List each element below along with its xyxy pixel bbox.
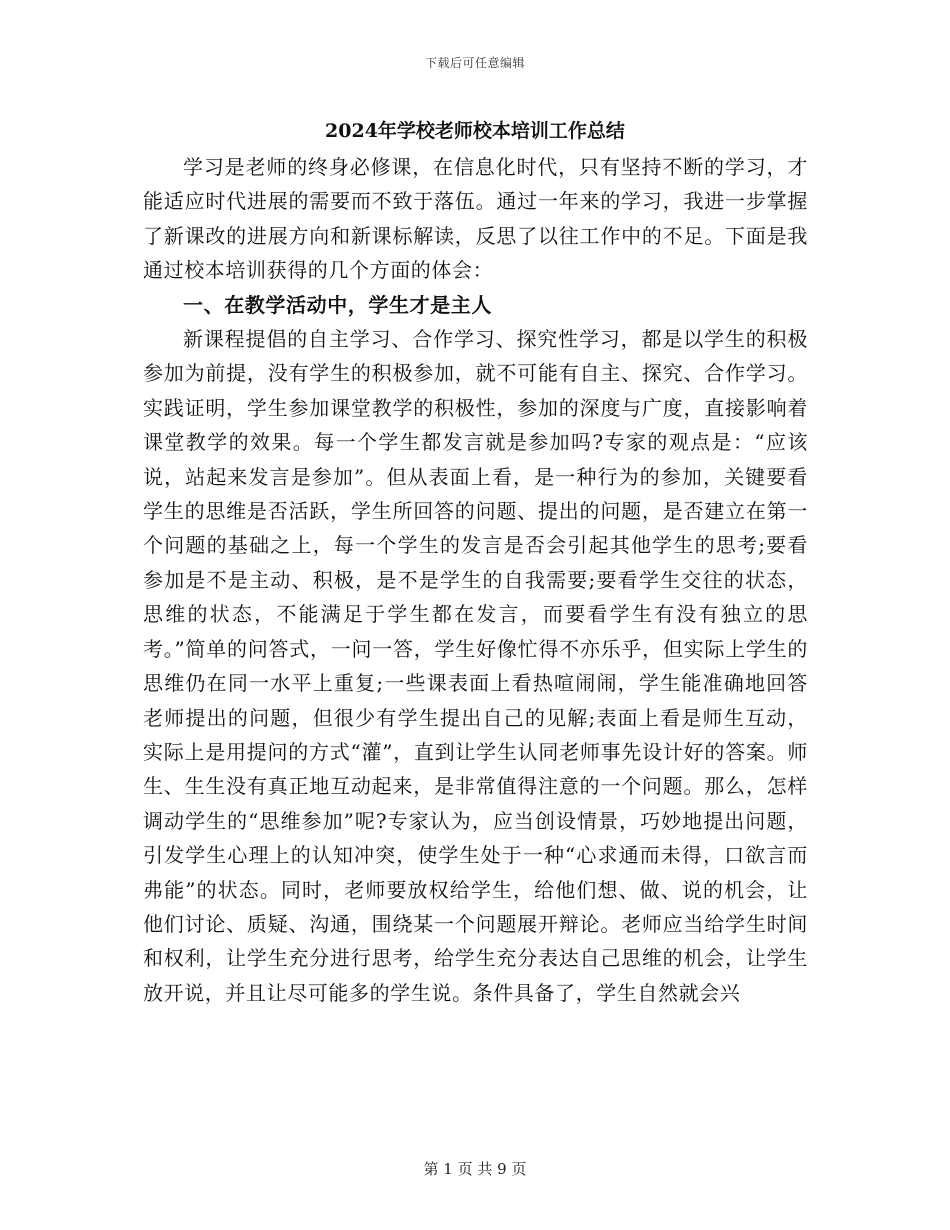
page-number-footer: 第 1 页 共 9 页 xyxy=(423,1160,527,1178)
section-heading: 一、在教学活动中，学生才是主人 xyxy=(183,292,492,317)
intro-paragraph: 学习是老师的终身必修课，在信息化时代，只有坚持不断的学习，才能适应时代进展的需要而不致于落伍。通过一年来的学习，我进一步掌握了新课改的进展方向和新课标解读，反思了以往工作中的不足。下面是我通过校本培训获得的几个方面的体会： xyxy=(143,155,808,283)
document-title: 2024年学校老师校本培训工作总结 xyxy=(325,120,625,142)
section-body-paragraph: 新课程提倡的自主学习、合作学习、探究性学习，都是以学生的积极参加为前提，没有学生的积极参加，就不可能有自主、探究、合作学习。实践证明，学生参加课堂教学的积极性，参加的深度与广度，直接影响着课堂教学的效果。每一个学生都发言就是参加吗?专家的观点是：“应该说，站起来发言是参加”。但从表面上看，是一种行为的参加，关键要看学生的思维是否活跃，学生所回答的问题、提出的问题，是否建立在第一个问题的基础之上，每一个学生的发言是否会引起其他学生的思考;要看参加是不是主动、积极，是不是学生的自我需要;要看学生交往的状态，思维的状态，不能满足于学生都在发言，而要看学生有没有独立的思考。”简单的问答式，一问一答，学生好像忙得不亦乐乎，但实际上学生的思维仍在同一水平上重复;一些课表面上看热喧闹闹，学生能准确地回答老师提出的问题，但很少有学生提出自己的见解;表面上看是师生互动，实际上是用提问的方式“灌”，直到让学生认同老师事先设计好的答案。师生、生生没有真正地互动起来，是非常值得注意的一个问题。那么，怎样调动学生的“思维参加”呢?专家认为，应当创设情景，巧妙地提出问题，引发学生心理上的认知冲突，使学生处于一种“心求通而未得，口欲言而弗能”的状态。同时，老师要放权给学生，给他们想、做、说的机会，让他们讨论、质疑、沟通，围绕某一个问题展开辩论。老师应当给学生时间和权利，让学生充分进行思考，给学生充分表达自己思维的机会，让学生放开说，并且让尽可能多的学生说。条件具备了，学生自然就会兴 xyxy=(143,327,808,1005)
page-header-note: 下载后可任意编辑 xyxy=(424,56,525,70)
document-body xyxy=(143,150,808,1010)
